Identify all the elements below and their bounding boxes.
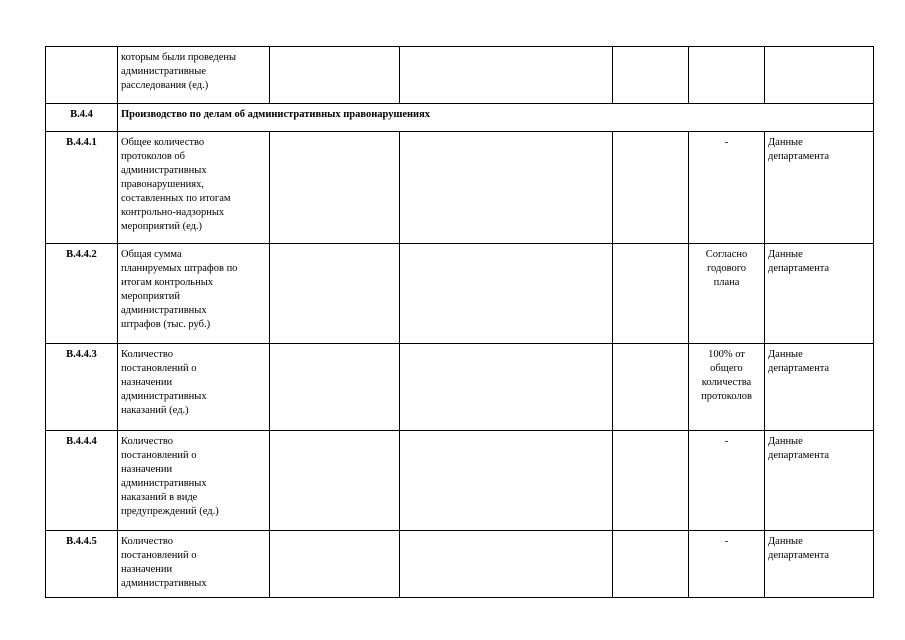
empty-cell [613, 431, 689, 531]
code-cell [46, 47, 118, 104]
empty-cell [270, 132, 400, 244]
empty-cell [613, 244, 689, 344]
table-row [46, 244, 874, 344]
table-row [46, 531, 874, 598]
empty-cell [270, 244, 400, 344]
source-cell: Данные департамента [765, 431, 874, 531]
empty-cell [270, 431, 400, 531]
table-row [46, 132, 874, 244]
source-cell: Данные департамента [765, 344, 874, 431]
section-header-row [46, 104, 874, 132]
indicator-cell: Общая сумма планируемых штрафов по итогам контрольных мероприятий административных штрафов (тыс. руб.) [118, 244, 270, 344]
norm-cell: Согласно годового плана [689, 244, 765, 344]
empty-cell [270, 531, 400, 598]
indicator-cell: Количество постановлений о назначении административных наказаний (ед.) [118, 344, 270, 431]
indicators-table [45, 46, 874, 598]
norm-cell: 100% от общего количества протоколов [689, 344, 765, 431]
section-code: В.4.4 [46, 104, 118, 132]
code-cell: В.4.4.1 [46, 132, 118, 244]
empty-cell [400, 531, 613, 598]
norm-cell: - [689, 132, 765, 244]
empty-cell [400, 244, 613, 344]
indicator-cell: которым были проведены административные расследования (ед.) [118, 47, 270, 104]
code-cell: В.4.4.5 [46, 531, 118, 598]
code-cell: В.4.4.2 [46, 244, 118, 344]
source-cell: Данные департамента [765, 244, 874, 344]
norm-cell: - [689, 431, 765, 531]
empty-cell [400, 431, 613, 531]
indicator-cell: Количество постановлений о назначении административных наказаний в виде предупреждений (ед.) [118, 431, 270, 531]
empty-cell [400, 132, 613, 244]
section-title: Производство по делам об административных правонарушениях [118, 104, 874, 132]
table-row [46, 431, 874, 531]
code-cell: В.4.4.4 [46, 431, 118, 531]
indicator-cell: Количество постановлений о назначении административных [118, 531, 270, 598]
norm-cell: - [689, 531, 765, 598]
norm-cell [689, 47, 765, 104]
indicator-cell: Общее количество протоколов об административных правонарушениях, составленных по итогам контрольно-надзорных мероприятий (ед.) [118, 132, 270, 244]
empty-cell [400, 47, 613, 104]
source-cell: Данные департамента [765, 132, 874, 244]
empty-cell [613, 47, 689, 104]
table-row [46, 344, 874, 431]
empty-cell [613, 132, 689, 244]
empty-cell [400, 344, 613, 431]
source-cell [765, 47, 874, 104]
empty-cell [613, 531, 689, 598]
empty-cell [270, 344, 400, 431]
empty-cell [270, 47, 400, 104]
source-cell: Данные департамента [765, 531, 874, 598]
empty-cell [613, 344, 689, 431]
code-cell: В.4.4.3 [46, 344, 118, 431]
table-row-continuation [46, 47, 874, 104]
